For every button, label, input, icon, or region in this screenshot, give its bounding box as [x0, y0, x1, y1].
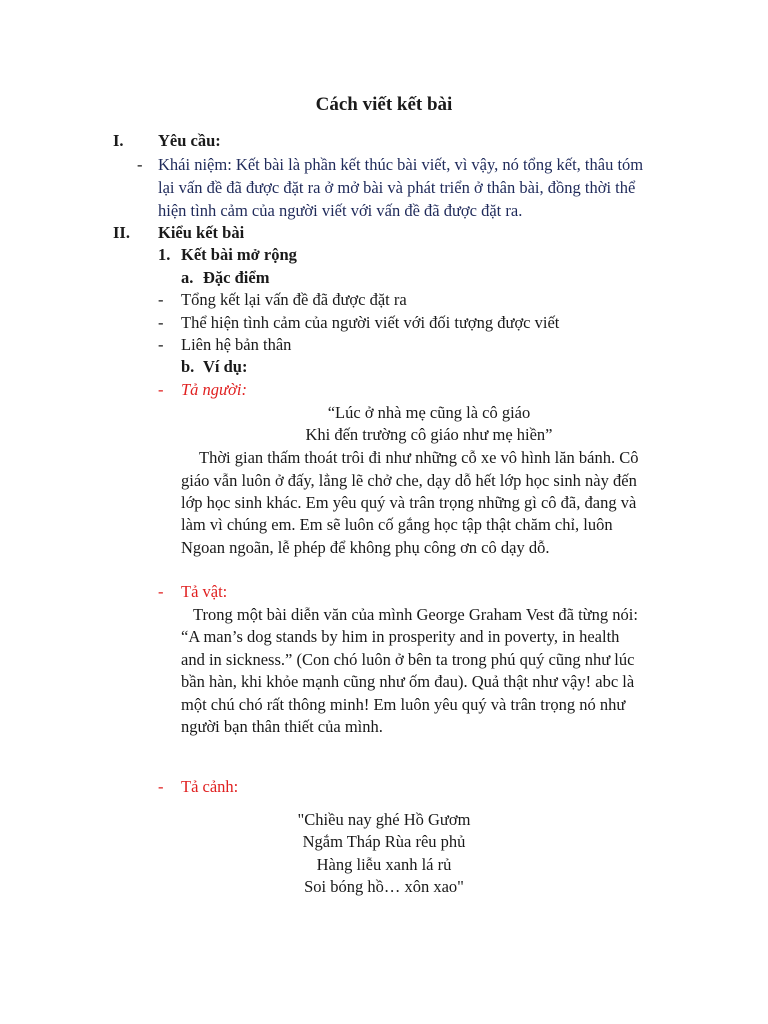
scene-poem-line-4: Soi bóng hồ… xôn xao": [304, 877, 464, 896]
example-person-dash: -: [158, 380, 164, 399]
feature-dash-2: -: [158, 313, 164, 332]
feature-item-1: Tổng kết lại vấn đề đã được đặt ra: [181, 290, 407, 309]
subsection-1-number: 1.: [158, 245, 171, 264]
subsection-b-letter: b.: [181, 357, 195, 376]
example-scene-label: Tả cảnh:: [181, 777, 239, 796]
feature-item-2: Thể hiện tình cảm của người viết với đối tượng được viết: [181, 313, 560, 332]
person-paragraph-line-3: lớp học sinh khác. Em yêu quý và trân trọng những gì cô đã, đang và: [181, 493, 637, 512]
feature-dash-1: -: [158, 290, 164, 309]
scene-poem-line-2: Ngắm Tháp Rùa rêu phủ: [302, 832, 466, 851]
subsection-a-heading: Đặc điểm: [203, 268, 270, 287]
concept-line-1: Kết bài là phần kết thúc bài viết, vì vậy, nó tổng kết, thâu tóm: [235, 155, 644, 174]
feature-dash-3: -: [158, 335, 164, 354]
person-paragraph-line-4: làm vì chúng em. Em sẽ luôn cố gắng học tập thật chăm chỉ, luôn: [181, 515, 613, 534]
person-poem-line-2: Khi đến trường cô giáo như mẹ hiền”: [305, 425, 553, 444]
subsection-b-heading: Ví dụ:: [203, 357, 248, 376]
scene-poem-line-3: Hàng liễu xanh lá rủ: [316, 855, 452, 874]
page-title: Cách viết kết bài: [315, 94, 453, 115]
concept-paragraph: [158, 154, 643, 176]
person-paragraph-line-5: Ngoan ngoãn, lễ phép để không phụ công ơn cô dạy dỗ.: [181, 538, 550, 557]
person-paragraph-line-1: Thời gian thấm thoát trôi đi như những cỗ xe vô hình lăn bánh. Cô: [199, 448, 639, 467]
concept-line-3: hiện tình cảm của người viết với vấn đề đã được đặt ra.: [158, 201, 523, 220]
object-paragraph-line-6: người bạn thân thiết của mình.: [181, 717, 383, 736]
concept-line-2: lại vấn đề đã được đặt ra ở mở bài và phát triển ở thân bài, đồng thời thể: [158, 178, 636, 197]
example-person-label: Tả người:: [181, 380, 247, 399]
section-1-heading: Yêu cầu:: [158, 131, 221, 150]
person-poem-line-1: “Lúc ở nhà mẹ cũng là cô giáo: [327, 403, 531, 422]
concept-label: Khái niệm:: [158, 155, 232, 174]
object-paragraph-line-5: một chú chó rất thông minh! Em luôn yêu quý và trân trọng nó như: [181, 695, 626, 714]
object-paragraph-line-3: and in sickness.” (Con chó luôn ở bên ta trong phú quý cũng như lúc: [181, 650, 635, 669]
object-paragraph-line-1: Trong một bài diễn văn của mình George Graham Vest đã từng nói:: [193, 605, 638, 624]
scene-poem-line-1: "Chiều nay ghé Hồ Gươm: [297, 810, 471, 829]
subsection-1-heading: Kết bài mở rộng: [181, 245, 297, 264]
example-object-label: Tả vật:: [181, 582, 228, 601]
object-paragraph-line-4: bần hàn, khi khỏe mạnh cũng như ốm đau). Quả thật như vậy! abc là: [181, 672, 635, 691]
section-2-heading: Kiểu kết bài: [158, 223, 245, 242]
feature-item-3: Liên hệ bản thân: [181, 335, 292, 354]
example-scene-dash: -: [158, 777, 164, 796]
example-object-dash: -: [158, 582, 164, 601]
section-1-numeral: I.: [113, 131, 124, 150]
person-paragraph-line-2: giáo vẫn luôn ở đấy, lẳng lẽ chở che, dạy dỗ hết lớp học sinh này đến: [181, 471, 637, 490]
section-2-numeral: II.: [113, 223, 130, 242]
concept-bullet: -: [137, 155, 143, 174]
subsection-a-letter: a.: [181, 268, 194, 287]
object-paragraph-line-2: “A man’s dog stands by him in prosperity and in poverty, in health: [181, 627, 620, 646]
